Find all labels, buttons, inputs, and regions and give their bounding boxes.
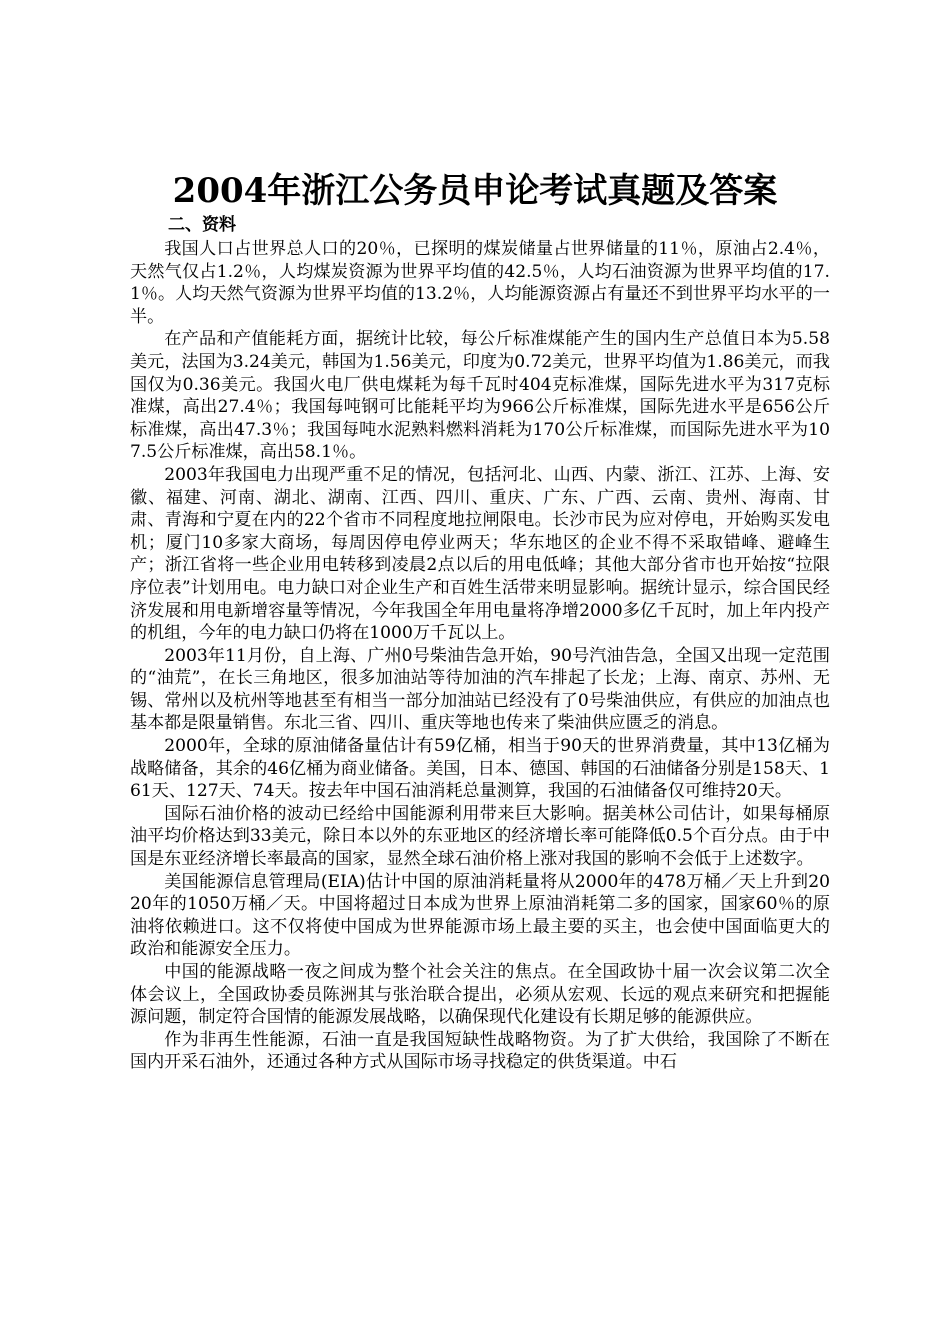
paragraph: 国际石油价格的波动已经给中国能源利用带来巨大影响。据美林公司估计，如果每桶原油平均价格达到33美元，除日本以外的东亚地区的经济增长率可能降低0.5个百分点。由于中国是东亚经济增长率最高的国家，显然全球石油价格上涨对我国的影响不会低于上述数字。: [130, 803, 830, 870]
paragraph: 我国人口占世界总人口的20％，已探明的煤炭储量占世界储量的11％，原油占2.4％，天然气仅占1.2％，人均煤炭资源为世界平均值的42.5％，人均石油资源为世界平均值的17.1％。人均天然气资源为世界平均值的13.2％，人均能源资源占有量还不到世界平均水平的一半。: [130, 239, 830, 327]
paragraph: 美国能源信息管理局(EIA)估计中国的原油消耗量将从2000年的478万桶／天上升到2020年的1050万桶／天。中国将超过日本成为世界上原油消耗第二多的国家，国家60％的原油将依赖进口。这不仅将使中国成为世界能源市场上最主要的买主，也会使中国面临更大的政治和能源安全压力。: [130, 871, 830, 960]
paragraph: 2003年我国电力出现严重不足的情况，包括河北、山西、内蒙、浙江、江苏、上海、安徽、福建、河南、湖北、湖南、江西、四川、重庆、广东、广西、云南、贵州、海南、甘肃、青海和宁夏在内的22个省市不同程度地拉闸限电。长沙市民为应对停电，开始购买发电机；厦门10多家大商场，每周因停电停业两天；华东地区的企业不得不采取错峰、避峰生产；浙江省将一些企业用电转移到凌晨2点以后的用电低峰；其他大部分省市也开始按“拉限序位表”计划用电。电力缺口对企业生产和百姓生活带来明显影响。据统计显示，综合国民经济发展和用电新增容量等情况，今年我国全年用电量将净增2000多亿千瓦时，加上年内投产的机组，今年的电力缺口仍将在1000万千瓦以上。: [130, 464, 830, 644]
paragraph: 中国的能源战略一夜之间成为整个社会关注的焦点。在全国政协十届一次会议第二次全体会议上，全国政协委员陈洲其与张治联合提出，必须从宏观、长远的观点来研究和把握能源问题，制定符合国情的能源发展战略，以确保现代化建设有长期足够的能源供应。: [130, 962, 830, 1028]
paragraph: 在产品和产值能耗方面，据统计比较，每公斤标准煤能产生的国内生产总值日本为5.58美元，法国为3.24美元，韩国为1.56美元，印度为0.72美元，世界平均值为1.86美元，而我国仅为0.36美元。我国火电厂供电煤耗为每千瓦时404克标准煤，国际先进水平为317克标准煤，高出27.4％；我国每吨钢可比能耗平均为966公斤标准煤，国际先进水平是656公斤标准煤，高出47.3％；我国每吨水泥熟料燃料消耗为170公斤标准煤，而国际先进水平为107.5公斤标准煤，高出58.1％。: [130, 329, 830, 463]
section-heading: 二、资料: [168, 215, 236, 235]
paragraph: 2003年11月份，自上海、广州0号柴油告急开始，90号汽油告急，全国又出现一定范围的“油荒”，在长三角地区，很多加油站等待加油的汽车排起了长龙；上海、南京、苏州、无锡、常州以及杭州等地甚至有相当一部分加油站已经没有了0号柴油供应，有供应的加油点也基本都是限量销售。东北三省、四川、重庆等地也传来了柴油供应匮乏的消息。: [130, 645, 830, 734]
body-text: [130, 238, 830, 1074]
paragraph: 作为非再生性能源，石油一直是我国短缺性战略物资。为了扩大供给，我国除了不断在国内开采石油外，还通过各种方式从国际市场寻找稳定的供货渠道。中石: [130, 1029, 830, 1073]
paragraph: 2000年，全球的原油储备量估计有59亿桶，相当于90天的世界消费量，其中13亿桶为战略储备，其余的46亿桶为商业储备。美国，日本、德国、韩国的石油储备分别是158天、161天、127天、74天。按去年中国石油消耗总量测算，我国的石油储备仅可维持20天。: [130, 736, 830, 802]
document-title: 2004年浙江公务员申论考试真题及答案: [172, 171, 778, 211]
